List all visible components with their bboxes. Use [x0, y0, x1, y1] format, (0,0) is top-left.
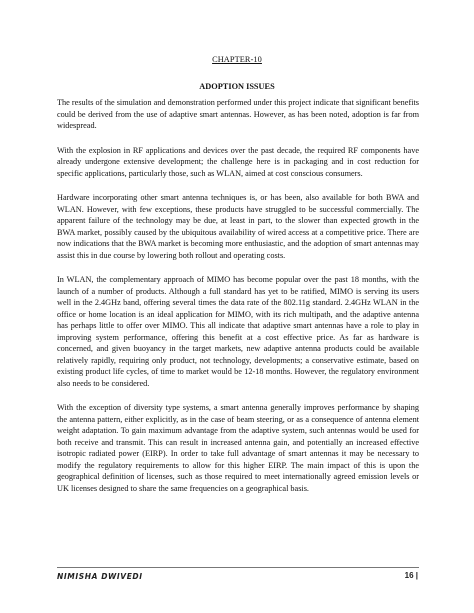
paragraph: In WLAN, the complementary approach of MIMO has become popular over the past 18 months, with the launch of a number of products. Although a full standard has yet to be ratified, MIMO is serving its users well in the 2.4GHz band, offering several times the data rate of the 802.11g standard. 2.4GHz WLAN in the office or home location is an ideal application for MIMO, with its rich multipath, and the adaptive antenna has perhaps little to offer over MIMO. This all indicate that adaptive smart antennas have a role to play in improving system performance, offering this benefit at a cost effective price. As far as hardware is concerned, and given buoyancy in the target markets, new adaptive antenna products could be available relatively rapidly, requiring only product, not technology, developments; a conservative estimate, based on existing product life cycles, of time to market would be 12-18 months. However, the regulatory environment also needs to be considered.: [57, 275, 419, 388]
footer-divider: [57, 567, 419, 568]
footer-author: NIMISHA DWIVEDI: [57, 572, 143, 581]
paragraph: With the explosion in RF applications and devices over the past decade, the required RF components have already undergone extensive development; the challenge here is in packaging and in cost reduction for specific applications, particularly those, such as WLAN, aimed at cost conscious consumers.: [57, 145, 419, 178]
paragraph: With the exception of diversity type systems, a smart antenna generally improves performance by shaping the antenna pattern, either explicitly, as in the case of beam steering, or as a consequence of antenna element weight adaptation. To gain maximum advantage from the adaptive system, such antennas would be used for both receive and transmit. This can result in increased antenna gain, and potentially an increased effective isotropic radiated power (EIRP). In order to take full advantage of smart antennas it may be necessary to modify the regulatory requirements to allow for this higher EIRP. The main impact of this is upon the geographical definition of licenses, such as those required to meet internationally agreed emission levels or UK licenses designed to share the same frequencies on a geographical basis.: [57, 403, 419, 493]
page-number: 16 |: [404, 571, 418, 580]
paragraph: The results of the simulation and demonstration performed under this project indicate that significant benefits could be derived from the use of adaptive smart antennas. However, as has been noted, adoption is far from widespread.: [57, 98, 419, 130]
paragraph: Hardware incorporating other smart antenna techniques is, or has been, also available for both BWA and WLAN. However, with few exceptions, these products have struggled to be successful commercially. The apparent failure of the technology may be due, at least in part, to the slower than expected growth in the BWA market, possibly caused by the ubiquitous availability of wired access at a competitive price. There are now indications that the BWA market is becoming more enthusiastic, and the adoption of smart antennas may assist this in due course by lowering both rollout and operating costs.: [57, 193, 419, 260]
body-text: [57, 97, 419, 507]
chapter-heading: CHAPTER-10: [212, 55, 262, 64]
section-title: ADOPTION ISSUES: [199, 82, 275, 91]
